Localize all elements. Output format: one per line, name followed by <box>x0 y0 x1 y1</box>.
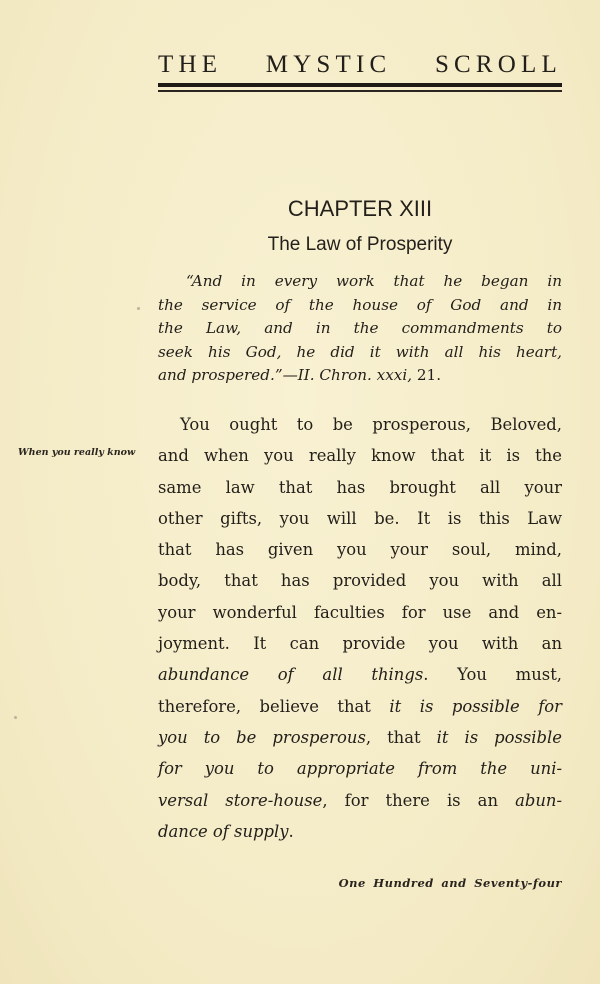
epigraph-line: “And in every work that he began in <box>186 272 562 290</box>
chapter-title: The Law of Prosperity <box>267 234 453 255</box>
epigraph <box>158 270 562 388</box>
emphasis-text: it is possible for <box>389 696 562 716</box>
epigraph-line: seek his God, he did it with all his heart, <box>158 342 562 361</box>
emphasis-text: you to be prosperous <box>158 727 366 747</box>
body-text: therefore, believe that <box>158 696 390 716</box>
running-head-word: SCROLL <box>434 51 562 78</box>
paper-speck <box>137 307 140 310</box>
body-line <box>158 472 562 503</box>
body-text: , for there is an <box>322 790 516 810</box>
emphasis-text: dance of supply <box>158 821 289 841</box>
body-line <box>158 691 562 722</box>
body-line <box>158 409 562 440</box>
body-text: same law that has brought all your <box>158 477 562 497</box>
body-line <box>158 659 562 690</box>
paper-speck <box>14 716 17 719</box>
body-text: other gifts, you will be. It is this Law <box>158 508 562 528</box>
body-text: that has given you your soul, mind, <box>158 540 562 560</box>
body-text: joyment. It can provide you with an <box>158 634 562 654</box>
epigraph-line-citation <box>158 364 562 388</box>
body-text: your wonderful faculties for use and en- <box>158 602 562 622</box>
margin-note: When you really know <box>18 447 136 458</box>
epigraph-citation: and prospered.”—II. Chron. xxxi, <box>158 366 413 384</box>
body-line <box>158 785 562 816</box>
body-line <box>158 565 562 596</box>
epigraph-line: the Law, and in the commandments to <box>158 319 562 337</box>
body-line <box>158 753 562 784</box>
header-rule-thin <box>158 90 562 92</box>
body-line <box>158 440 562 471</box>
body-line <box>158 628 562 659</box>
epigraph-line: the service of the house of God and in <box>158 295 562 314</box>
body-line <box>158 503 562 534</box>
body-paragraph <box>158 409 562 847</box>
page-number-folio: One Hundred and Seventy-four <box>338 876 562 890</box>
body-text: , that <box>365 727 437 747</box>
emphasis-text: versal store-house <box>158 790 323 810</box>
emphasis-text: abun- <box>515 790 563 810</box>
chapter-number: CHAPTER XIII <box>287 196 433 221</box>
body-line <box>158 816 562 847</box>
emphasis-text: for you to appropriate from the uni- <box>158 759 562 779</box>
body-line <box>158 534 562 565</box>
emphasis-text: abundance of all things <box>158 665 424 685</box>
body-text: You ought to be prosperous, Beloved, <box>180 415 562 434</box>
body-line <box>158 597 562 628</box>
body-text: . You must, <box>423 665 562 685</box>
emphasis-text: it is possible <box>436 727 562 747</box>
body-text: and when you really know that it is the <box>158 446 562 466</box>
body-text: body, that has provided you with all <box>158 571 562 591</box>
header-rule-thick <box>158 83 562 87</box>
running-head-word: MYSTIC <box>265 51 392 78</box>
running-head <box>158 50 562 80</box>
body-text: . <box>288 821 294 841</box>
running-head-word: THE <box>158 51 223 78</box>
epigraph-verse-number: 21. <box>412 366 442 384</box>
body-line <box>158 722 562 753</box>
